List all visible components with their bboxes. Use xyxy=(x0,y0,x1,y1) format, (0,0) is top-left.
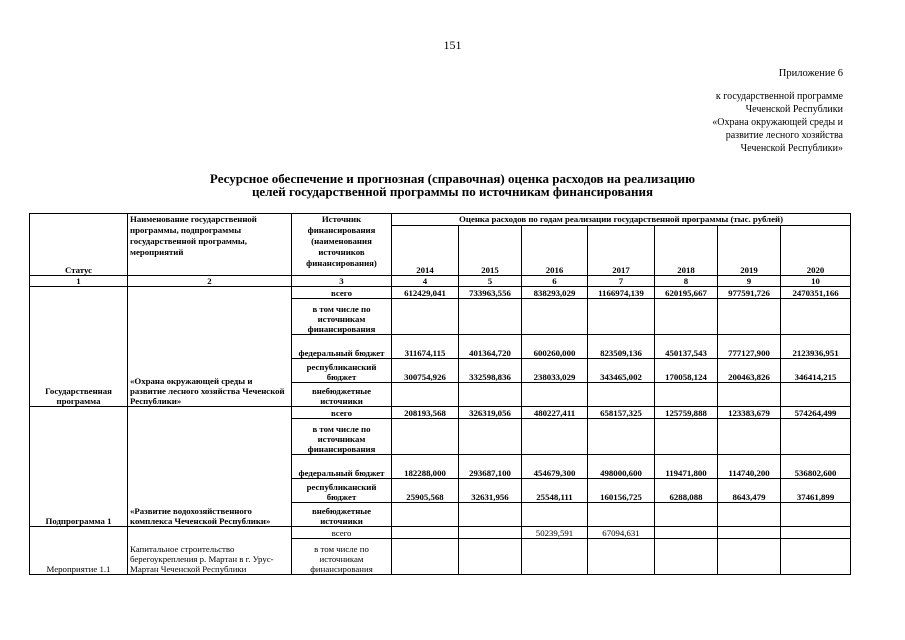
appendix-line: развитие лесного хозяйства xyxy=(725,130,843,141)
value-cell: 8643,479 xyxy=(718,479,781,503)
value-cell xyxy=(655,503,718,527)
value-cell xyxy=(459,419,522,455)
value-cell: 125759,888 xyxy=(655,407,718,419)
document-title xyxy=(0,172,905,198)
value-cell xyxy=(718,299,781,335)
value-cell xyxy=(718,503,781,527)
table-row xyxy=(30,527,851,539)
value-cell xyxy=(588,299,655,335)
value-cell xyxy=(392,383,459,407)
value-cell: 480227,411 xyxy=(522,407,588,419)
header-status: Статус xyxy=(30,214,128,276)
value-cell xyxy=(718,383,781,407)
value-cell: 823509,136 xyxy=(588,335,655,359)
row-source: республиканский бюджет xyxy=(292,479,392,503)
row-source: республиканский бюджет xyxy=(292,359,392,383)
value-cell: 300754,926 xyxy=(392,359,459,383)
row-source: внебюджетные источники xyxy=(292,383,392,407)
value-cell: 574264,499 xyxy=(781,407,851,419)
value-cell: 658157,325 xyxy=(588,407,655,419)
row-source: всего xyxy=(292,527,392,539)
value-cell xyxy=(522,503,588,527)
value-cell: 311674,115 xyxy=(392,335,459,359)
value-cell xyxy=(588,419,655,455)
value-cell: 1166974,139 xyxy=(588,287,655,299)
budget-table xyxy=(29,213,851,575)
value-cell: 25905,568 xyxy=(392,479,459,503)
header-year: 2018 xyxy=(655,226,718,276)
document-title-line: целей государственной программы по источникам финансирования xyxy=(251,184,654,199)
value-cell xyxy=(781,527,851,539)
row-source: в том числе по источникам финансирования xyxy=(292,539,392,575)
value-cell xyxy=(459,527,522,539)
value-cell: 612429,041 xyxy=(392,287,459,299)
value-cell: 32631,956 xyxy=(459,479,522,503)
row-name: «Развитие водохозяйственного комплекса Чеченской Республики» xyxy=(128,407,292,527)
header-year: 2020 xyxy=(781,226,851,276)
header-year: 2016 xyxy=(522,226,588,276)
value-cell xyxy=(588,539,655,575)
value-cell: 119471,800 xyxy=(655,455,718,479)
value-cell xyxy=(655,299,718,335)
value-cell: 498000,600 xyxy=(588,455,655,479)
value-cell xyxy=(459,299,522,335)
value-cell xyxy=(588,503,655,527)
column-number: 1 xyxy=(30,276,128,287)
header-year: 2019 xyxy=(718,226,781,276)
value-cell xyxy=(392,539,459,575)
row-name: «Охрана окружающей среды и развитие лесного хозяйства Чеченской Республики» xyxy=(128,287,292,407)
value-cell: 620195,667 xyxy=(655,287,718,299)
value-cell: 343465,002 xyxy=(588,359,655,383)
value-cell: 536802,600 xyxy=(781,455,851,479)
value-cell: 450137,543 xyxy=(655,335,718,359)
document-title-line: Ресурсное обеспечение и прогнозная (справочная) оценка расходов на реализацию xyxy=(209,171,696,186)
value-cell xyxy=(459,539,522,575)
value-cell: 346414,215 xyxy=(781,359,851,383)
column-number: 3 xyxy=(292,276,392,287)
value-cell: 208193,568 xyxy=(392,407,459,419)
header-name: Наименование государственной программы, подпрограммы государственной программы, мероприятий xyxy=(128,214,292,276)
row-source: всего xyxy=(292,407,392,419)
value-cell: 733963,556 xyxy=(459,287,522,299)
value-cell: 25548,111 xyxy=(522,479,588,503)
value-cell: 6288,088 xyxy=(655,479,718,503)
value-cell xyxy=(392,503,459,527)
column-number: 10 xyxy=(781,276,851,287)
column-number: 5 xyxy=(459,276,522,287)
value-cell: 326319,056 xyxy=(459,407,522,419)
value-cell: 114740,200 xyxy=(718,455,781,479)
value-cell: 37461,899 xyxy=(781,479,851,503)
column-number: 7 xyxy=(588,276,655,287)
appendix-title: Приложение 6 xyxy=(778,68,843,79)
value-cell: 454679,300 xyxy=(522,455,588,479)
value-cell: 238033,029 xyxy=(522,359,588,383)
page-number: 151 xyxy=(443,38,462,52)
value-cell xyxy=(781,539,851,575)
value-cell: 293687,100 xyxy=(459,455,522,479)
value-cell xyxy=(781,299,851,335)
value-cell xyxy=(781,383,851,407)
value-cell xyxy=(718,527,781,539)
value-cell: 2123936,951 xyxy=(781,335,851,359)
column-number: 2 xyxy=(128,276,292,287)
value-cell xyxy=(459,503,522,527)
row-source: всего xyxy=(292,287,392,299)
value-cell xyxy=(522,299,588,335)
value-cell xyxy=(459,383,522,407)
row-source: федеральный бюджет xyxy=(292,335,392,359)
column-number: 4 xyxy=(392,276,459,287)
value-cell: 67094,631 xyxy=(588,527,655,539)
appendix-line: к государственной программе xyxy=(715,91,843,102)
value-cell xyxy=(718,419,781,455)
row-name: Капитальное строительство берегоукрепления р. Мартан в г. Урус-Мартан Чеченской Республики xyxy=(128,527,292,575)
value-cell xyxy=(655,383,718,407)
appendix-line: «Охрана окружающей среды и xyxy=(712,117,843,128)
column-number: 6 xyxy=(522,276,588,287)
value-cell xyxy=(522,383,588,407)
value-cell xyxy=(718,539,781,575)
table-row xyxy=(30,407,851,419)
value-cell xyxy=(522,539,588,575)
value-cell xyxy=(781,419,851,455)
value-cell xyxy=(392,419,459,455)
header-source: Источник финансирования (наименования источников финансирования) xyxy=(292,214,392,276)
value-cell xyxy=(655,539,718,575)
appendix-line: Чеченской Республики xyxy=(745,104,843,115)
value-cell: 2470351,166 xyxy=(781,287,851,299)
appendix-line: Чеченской Республики» xyxy=(740,143,843,154)
value-cell: 977591,726 xyxy=(718,287,781,299)
row-status: Мероприятие 1.1 xyxy=(30,527,128,575)
value-cell: 182288,000 xyxy=(392,455,459,479)
header-year: 2017 xyxy=(588,226,655,276)
value-cell xyxy=(781,503,851,527)
value-cell: 200463,826 xyxy=(718,359,781,383)
column-number: 9 xyxy=(718,276,781,287)
value-cell: 401364,720 xyxy=(459,335,522,359)
value-cell: 170058,124 xyxy=(655,359,718,383)
value-cell: 777127,900 xyxy=(718,335,781,359)
value-cell xyxy=(522,419,588,455)
appendix-caption xyxy=(712,90,843,155)
header-year: 2015 xyxy=(459,226,522,276)
value-cell xyxy=(655,527,718,539)
value-cell: 838293,029 xyxy=(522,287,588,299)
header-estimate: Оценка расходов по годам реализации государственной программы (тыс. рублей) xyxy=(392,214,851,226)
value-cell xyxy=(655,419,718,455)
value-cell: 160156,725 xyxy=(588,479,655,503)
column-number: 8 xyxy=(655,276,718,287)
value-cell: 123383,679 xyxy=(718,407,781,419)
row-source: в том числе по источникам финансирования xyxy=(292,419,392,455)
value-cell xyxy=(392,527,459,539)
row-source: внебюджетные источники xyxy=(292,503,392,527)
row-source: в том числе по источникам финансирования xyxy=(292,299,392,335)
row-status: Подпрограмма 1 xyxy=(30,407,128,527)
value-cell xyxy=(392,299,459,335)
value-cell: 600260,000 xyxy=(522,335,588,359)
header-year: 2014 xyxy=(392,226,459,276)
row-source: федеральный бюджет xyxy=(292,455,392,479)
table-row xyxy=(30,287,851,299)
row-status: Государственная программа xyxy=(30,287,128,407)
value-cell: 332598,836 xyxy=(459,359,522,383)
value-cell xyxy=(588,383,655,407)
value-cell: 50239,591 xyxy=(522,527,588,539)
